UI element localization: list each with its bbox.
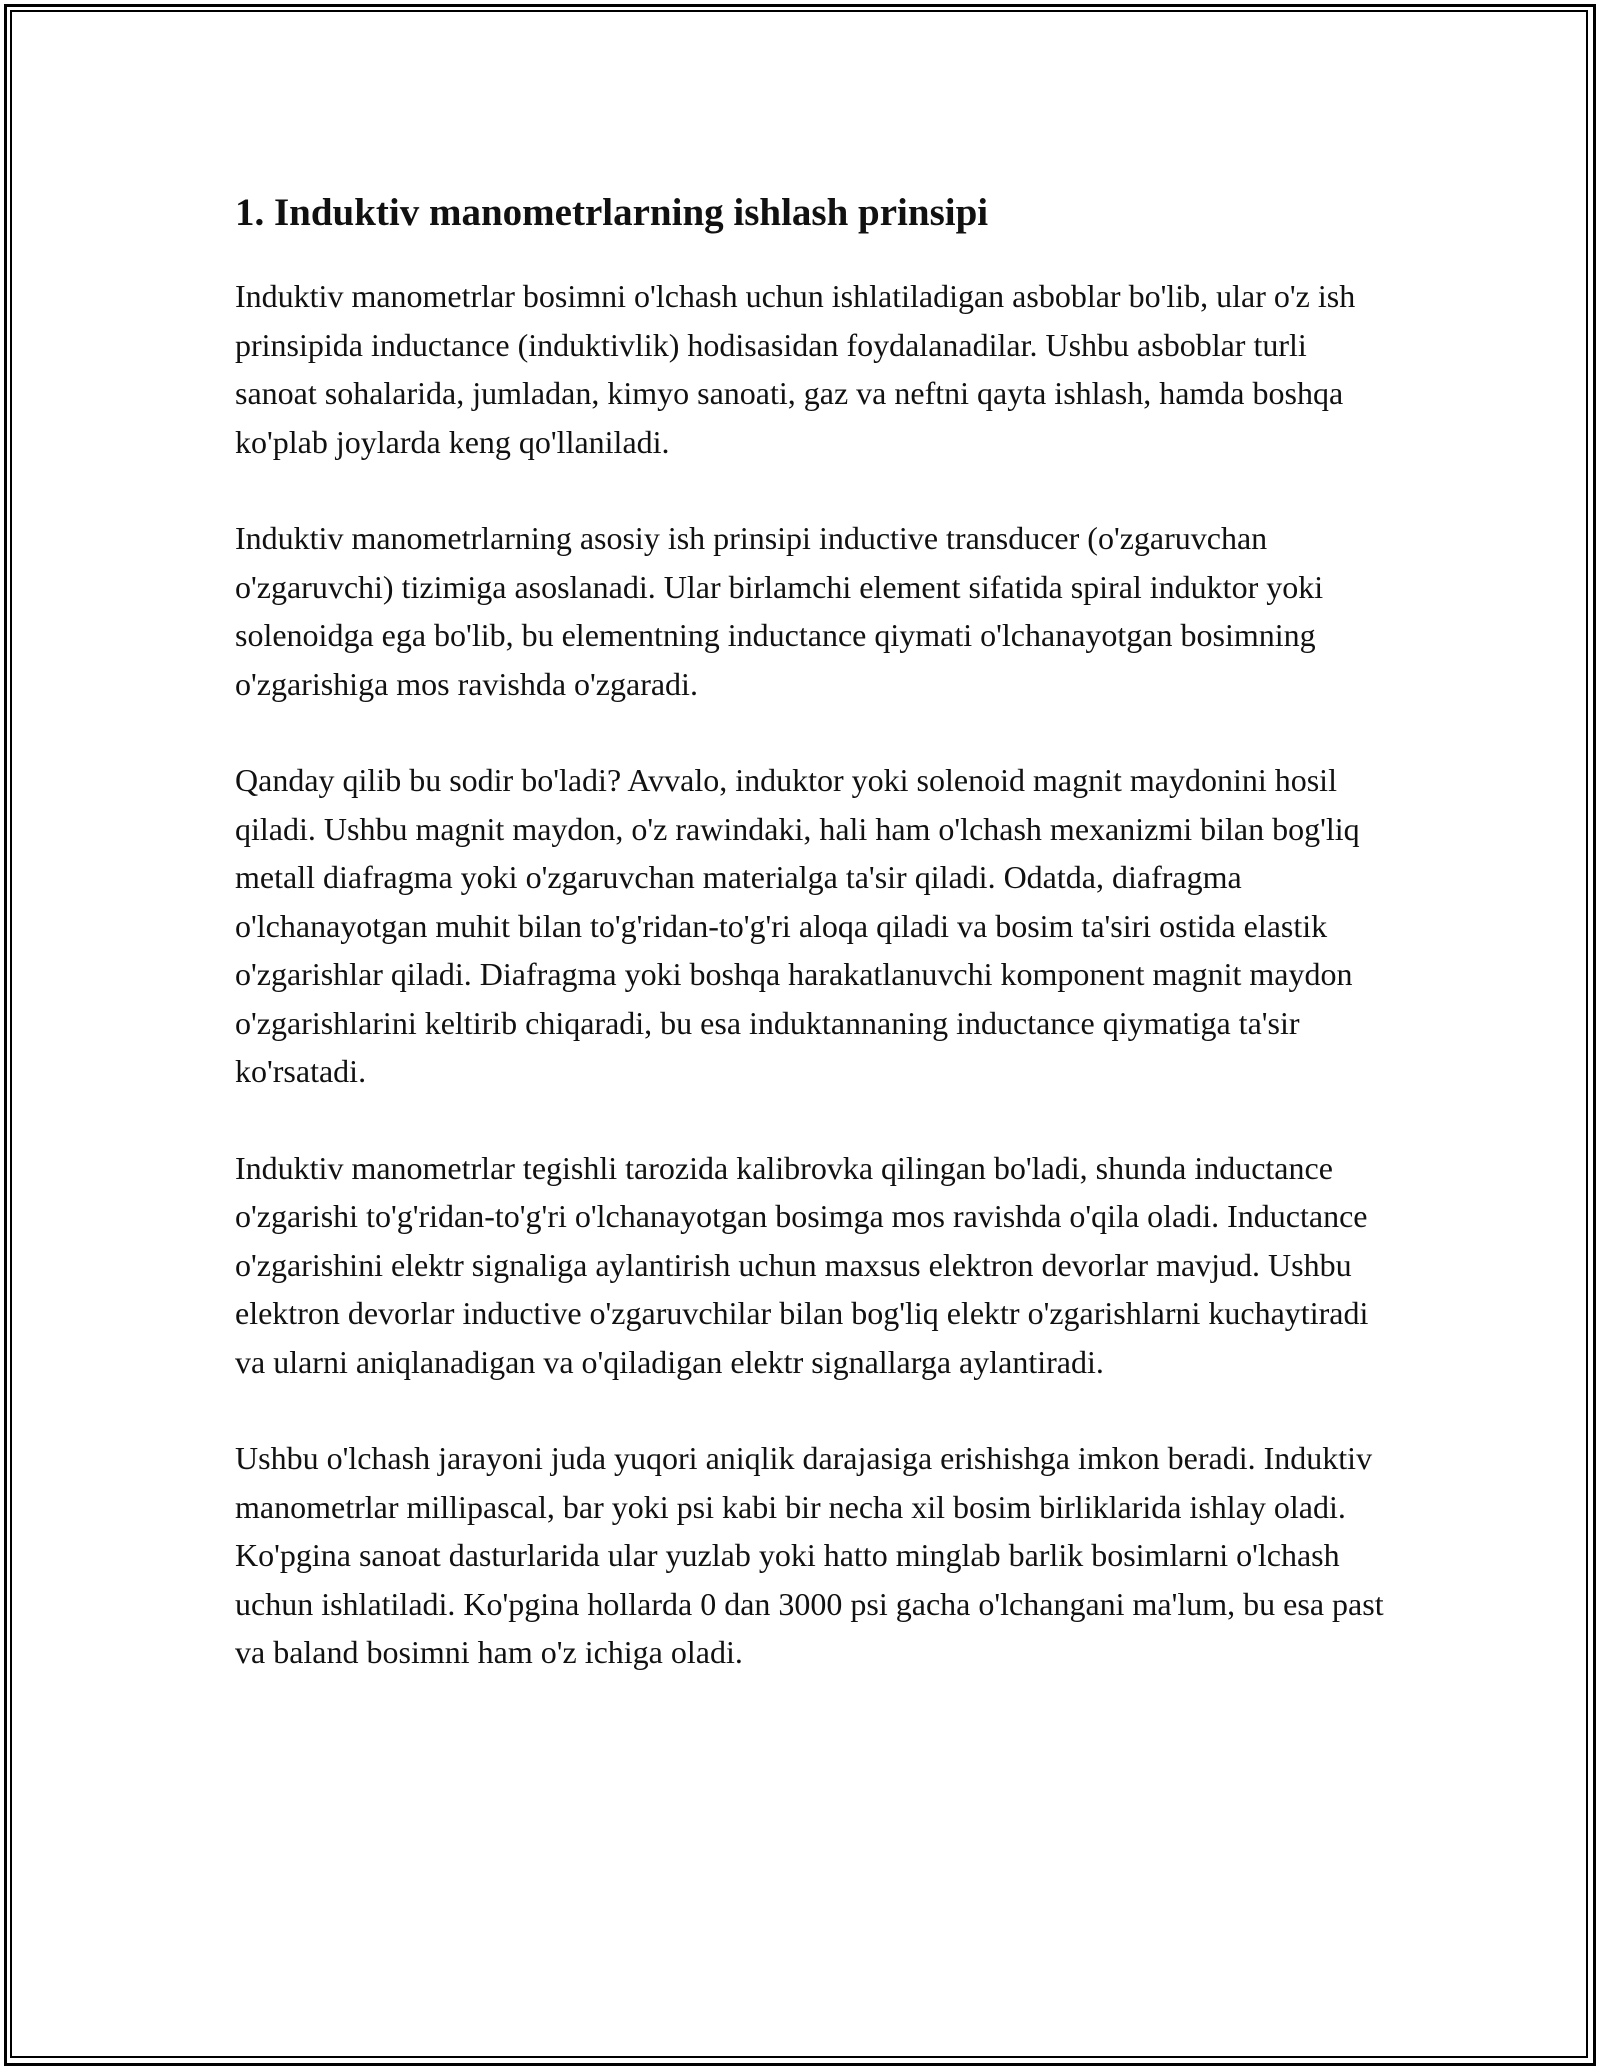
paragraph-2: Induktiv manometrlarning asosiy ish prinsipi inductive transducer (o'zgaruvchan o'zgaruvchi) tizimiga asoslanadi. Ular birlamchi element sifatida spiral induktor yoki solenoidga ega bo'lib, bu elementning inductance qiymati o'lchanayotgan bosimning o'zgarishiga mos ravishda o'zgaradi. [235, 520, 1324, 702]
section-heading: 1. Induktiv manometrlarning ishlash prinsipi [235, 191, 989, 234]
paragraph-3: Qanday qilib bu sodir bo'ladi? Avvalo, induktor yoki solenoid magnit maydonini hosil qiladi. Ushbu magnit maydon, o'z rawindaki, hali ham o'lchash mexanizmi bilan bog'liq metall diafragma yoki o'zgaruvchan materialga ta'sir qiladi. Odatda, diafragma o'lchanayotgan muhit bilan to'g'ridan-to'g'ri aloqa qiladi va bosim ta'siri ostida elastik o'zgarishlar qiladi. Diafragma yoki boshqa harakatlanuvchi komponent magnit maydon o'zgarishlarini keltirib chiqaradi, bu esa induktannaning inductance qiymatiga ta'sir ko'rsatadi. [235, 762, 1360, 1089]
document-body [235, 186, 1395, 1677]
paragraph-1: Induktiv manometrlar bosimni o'lchash uchun ishlatiladigan asboblar bo'lib, ular o'z ish prinsipida inductance (induktivlik) hodisasidan foydalanadilar. Ushbu asboblar turli sanoat sohalarida, jumladan, kimyo sanoati, gaz va neftni qayta ishlash, hamda boshqa ko'plab joylarda keng qo'llaniladi. [235, 278, 1356, 460]
paragraph-4: Induktiv manometrlar tegishli tarozida kalibrovka qilingan bo'ladi, shunda inductance o'zgarishi to'g'ridan-to'g'ri o'lchanayotgan bosimga mos ravishda o'qila oladi. Inductance o'zgarishini elektr signaliga aylantirish uchun maxsus elektron devorlar mavjud. Ushbu elektron devorlar inductive o'zgaruvchilar bilan bog'liq elektr o'zgarishlarni kuchaytiradi va ularni aniqlanadigan va o'qiladigan elektr signallarga aylantiradi. [235, 1149, 1369, 1380]
paragraph-5: Ushbu o'lchash jarayoni juda yuqori aniqlik darajasiga erishishga imkon beradi. Induktiv manometrlar millipascal, bar yoki psi kabi bir necha xil bosim birliklarida ishlay oladi. Ko'pgina sanoat dasturlarida ular yuzlab yoki hatto minglab barlik bosimlarni o'lchash uchun ishlatiladi. Ko'pgina hollarda 0 dan 3000 psi gacha o'lchangani ma'lum, bu esa past va baland bosimni ham o'z ichiga oladi. [235, 1440, 1384, 1670]
